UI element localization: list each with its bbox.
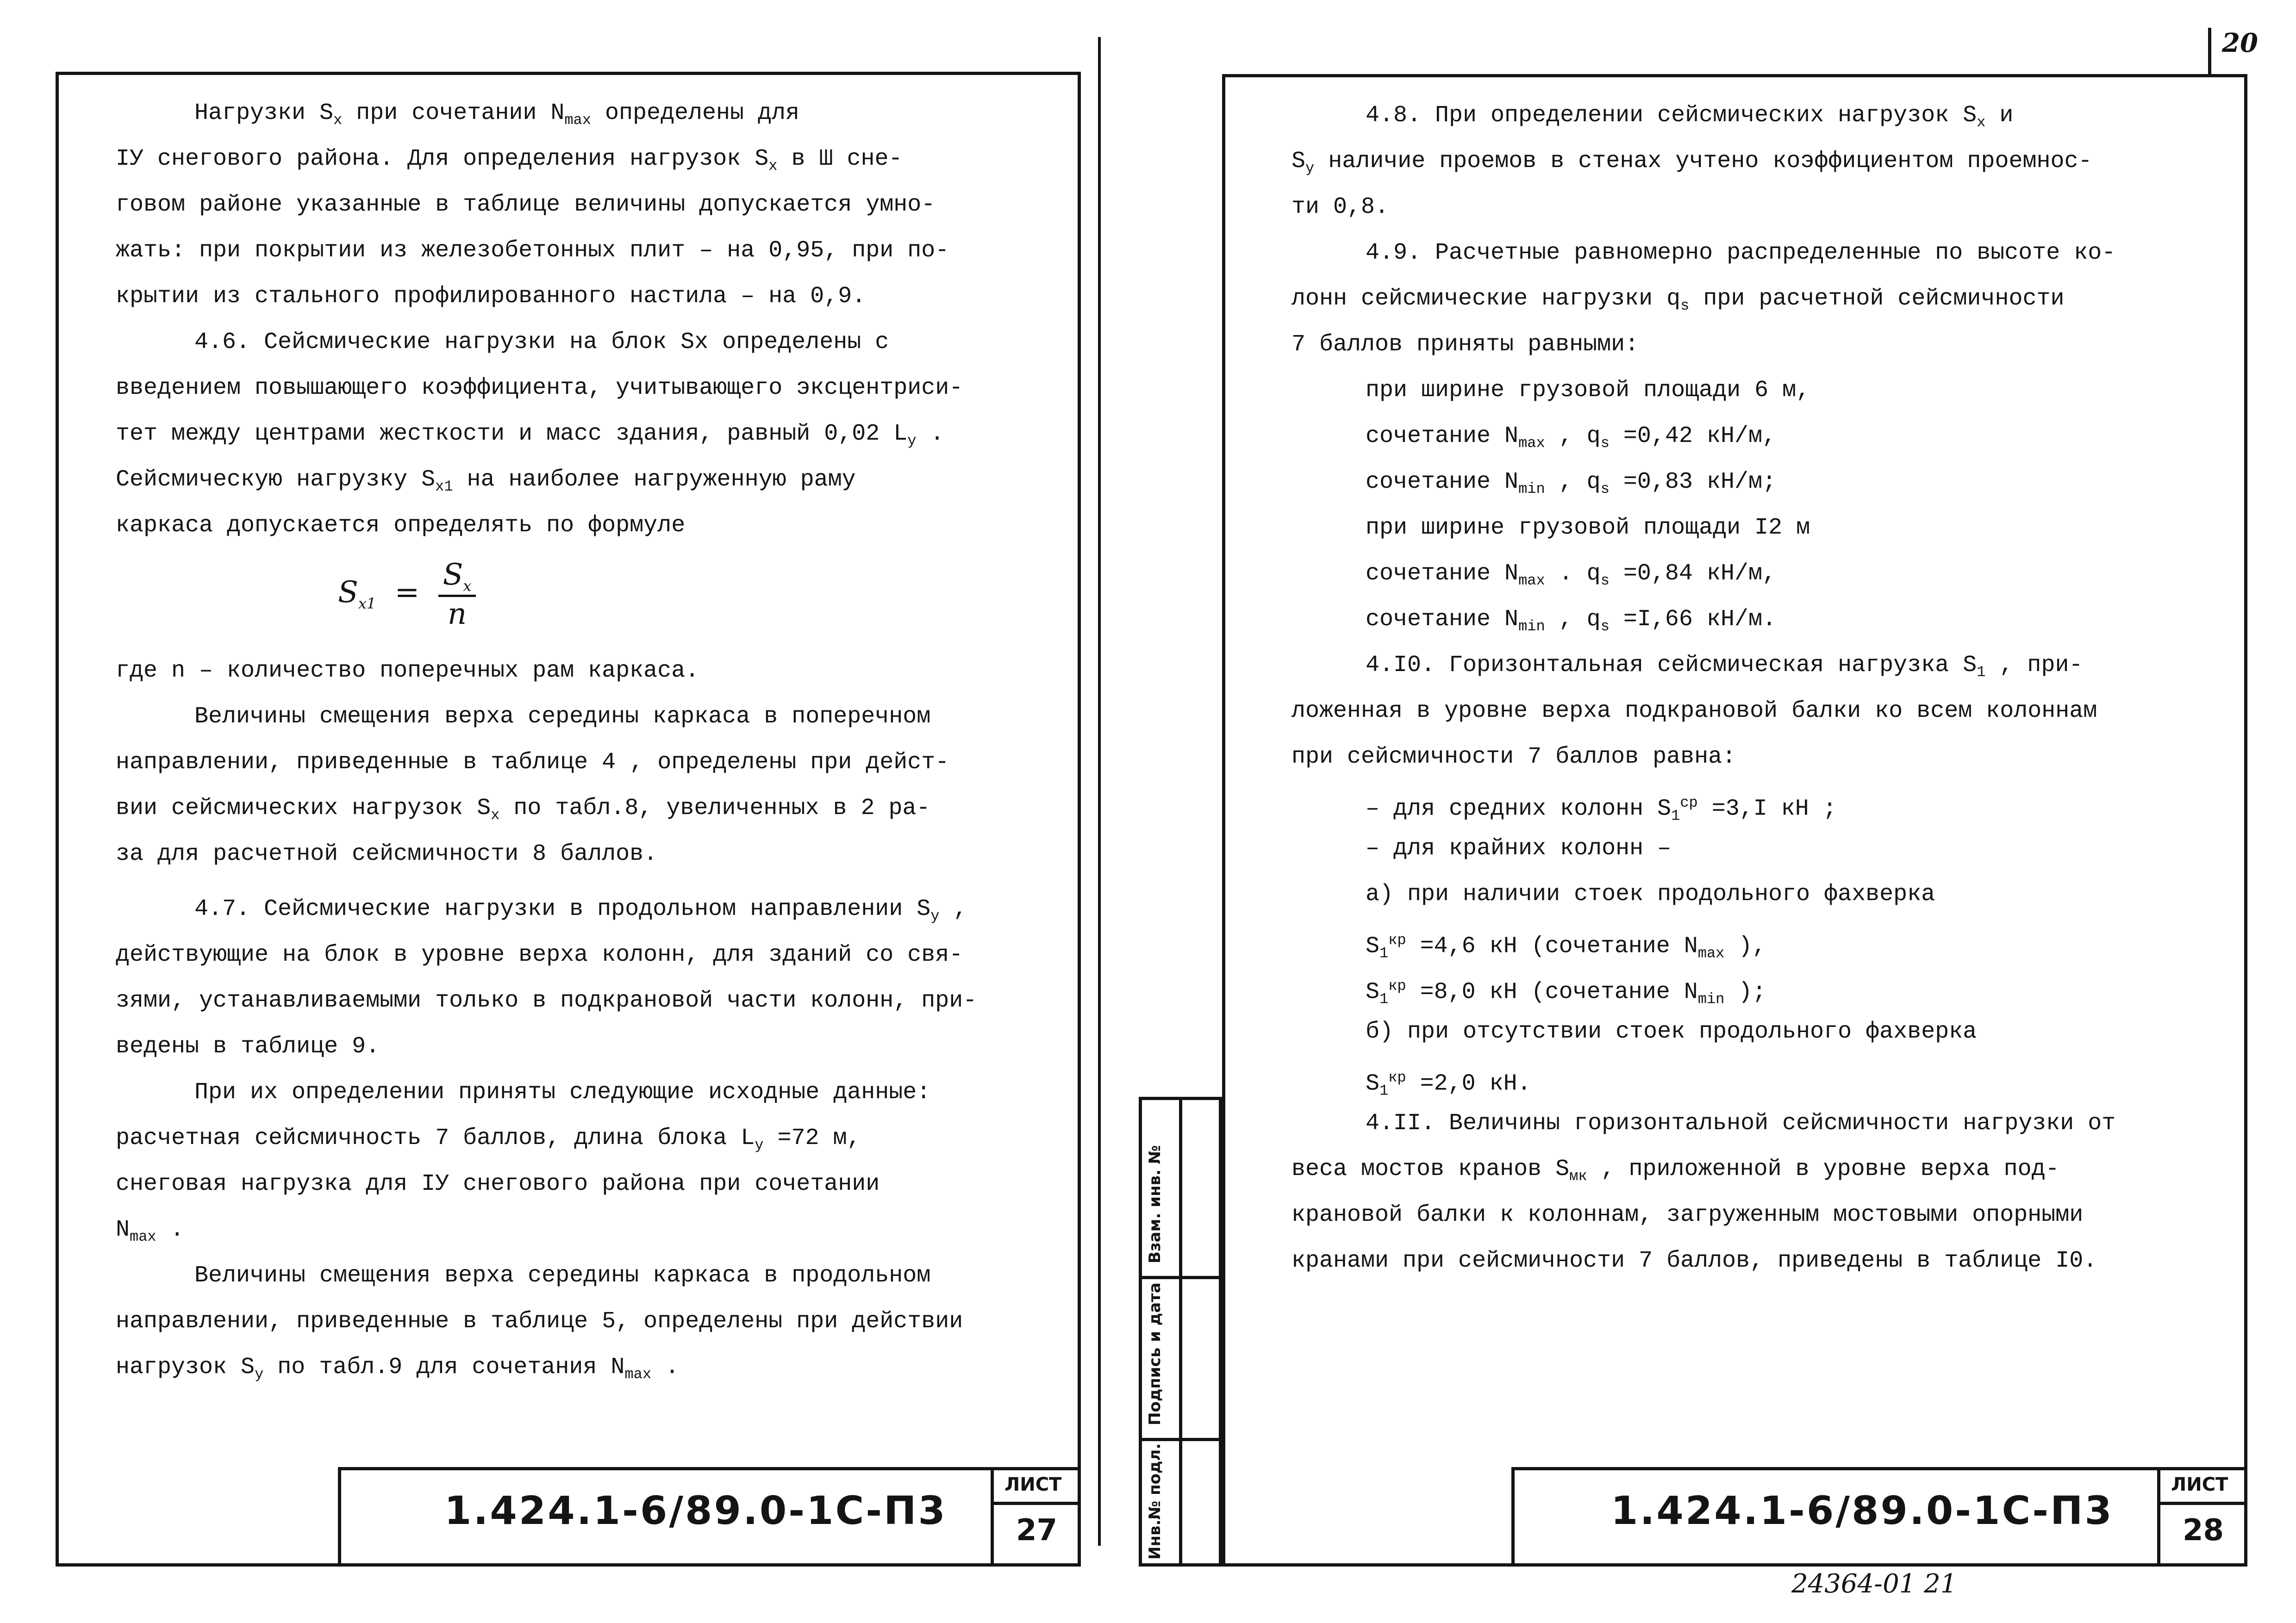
text-line: говом районе указанные в таблице величины допускается умно- bbox=[116, 192, 936, 218]
text-line: действующие на блок в уровне верха колонн, для зданий со свя- bbox=[116, 942, 963, 968]
left-sheet-label: ЛИСТ bbox=[1004, 1474, 1062, 1495]
text-line: Величины смещения верха середины каркаса в продольном bbox=[194, 1262, 931, 1289]
strip-label-inv: Инв.№ подл. bbox=[1146, 1443, 1164, 1560]
text-line: крановой балки к колоннам, загруженным мостовыми опорными bbox=[1292, 1202, 2084, 1228]
left-document-code: 1.424.1-6/89.0-1С-П3 bbox=[444, 1488, 947, 1533]
list-item: сочетание $N_{max}$ , $q_s =0,42$ кН/м, bbox=[1366, 423, 1776, 452]
formula-denominator: n bbox=[447, 597, 467, 631]
text-line: зями, устанавливаемыми только в подкрановой части колонн, при- bbox=[116, 988, 977, 1014]
list-item: при ширине грузовой площади I2 м bbox=[1366, 515, 1810, 541]
list-item: $S_1^{кр} =4,6$ кН (сочетание $N_{max}$ ), bbox=[1366, 932, 1766, 962]
text-line: веса мостов кранов $S_{мк}$ , приложенной в уровне верха под- bbox=[1292, 1156, 2059, 1185]
text-line: ти 0,8. bbox=[1292, 194, 1389, 220]
right-sheet-number: 28 bbox=[2183, 1513, 2224, 1548]
list-item: сочетание $N_{min}$ , $q_s =I,66$ кН/м. bbox=[1366, 606, 1776, 635]
text-line: снеговая нагрузка для IУ снегового района при сочетании bbox=[116, 1171, 880, 1197]
text-line: 7 баллов приняты равными: bbox=[1292, 331, 1639, 358]
list-item: при ширине грузовой площади 6 м, bbox=[1366, 377, 1810, 404]
section-4-9-heading: 4.9. Расчетные равномерно распределенные по высоте ко- bbox=[1366, 240, 2116, 266]
text-line: каркаса допускается определять по формуле bbox=[116, 512, 686, 539]
left-page-text bbox=[116, 90, 963, 548]
text-line: Сейсмическую нагрузку $S_{x1}$ на наиболее нагруженную раму bbox=[116, 466, 856, 495]
left-page-text-lower bbox=[116, 648, 977, 1390]
text-line: Величины смещения верха середины каркаса в поперечном bbox=[194, 703, 931, 730]
text-line: тет между центрами жесткости и масс здания, равный 0,02 $L_y$ . bbox=[116, 421, 944, 449]
corner-page-number: 20 bbox=[2222, 28, 2258, 58]
list-item: – для крайних колонн – bbox=[1366, 835, 1672, 862]
text-line: $S_y$ наличие проемов в стенах учтено коэффициентом проемнос- bbox=[1292, 148, 2092, 177]
text-line: при сейсмичности 7 баллов равна: bbox=[1292, 744, 1736, 770]
formula-eq: = bbox=[394, 575, 420, 609]
list-item: $S_1^{кр} =8,0$ кН (сочетание $N_{min}$ ); bbox=[1366, 977, 1766, 1008]
strip-inner-line bbox=[1179, 1100, 1182, 1563]
text-line: При их определении приняты следующие исходные данные: bbox=[194, 1079, 931, 1106]
text-line: IУ снегового района. Для определения нагрузок $S_x$ в Ш сне- bbox=[116, 146, 903, 174]
section-4-8-heading: 4.8. При определении сейсмических нагрузок $S_x$ и bbox=[1366, 102, 2014, 131]
formula-fraction bbox=[438, 558, 476, 631]
text-line: за для расчетной сейсмичности 8 баллов. bbox=[116, 841, 658, 867]
list-item: сочетание $N_{max}$ . $q_s =0,84$ кН/м, bbox=[1366, 560, 1776, 589]
strip-label-replace: Взам. инв. № bbox=[1146, 1145, 1164, 1263]
text-line: направлении, приведенные в таблице 4 , определены при дейст- bbox=[116, 749, 949, 776]
text-line: ведены в таблице 9. bbox=[116, 1033, 380, 1060]
left-sheet-divider bbox=[991, 1502, 1081, 1505]
section-4-7-heading: 4.7. Сейсмические нагрузки в продольном направлении $S_y$ , bbox=[194, 896, 967, 925]
text-line: вии сейсмических нагрузок $S_x$ по табл.8, увеличенных в 2 ра- bbox=[116, 795, 930, 824]
text-line: расчетная сейсмичность 7 баллов, длина блока $L_y =72$ м, bbox=[116, 1125, 861, 1154]
strip-label-signature: Подпись и дата bbox=[1146, 1282, 1164, 1425]
list-item: $S_1^{кр} =2,0$ кН. bbox=[1366, 1069, 1531, 1100]
text-line: лонн сейсмические нагрузки $q_s$ при расчетной сейсмичности bbox=[1292, 286, 2065, 314]
right-sheet-divider bbox=[2157, 1502, 2247, 1505]
right-sheet-label: ЛИСТ bbox=[2171, 1474, 2228, 1495]
section-4-6-heading: 4.6. Сейсмические нагрузки на блок Sx определены с bbox=[194, 329, 889, 355]
text-line: нагрузок $S_y$ по табл.9 для сочетания $N_{max}$ . bbox=[116, 1354, 680, 1383]
footer-archive-number: 24364-01 21 bbox=[1791, 1569, 1957, 1599]
text-line: ложенная в уровне верха подкрановой балки ко всем колоннам bbox=[1292, 698, 2097, 724]
text-line: крытии из стального профилированного настила – на 0,9. bbox=[116, 283, 866, 310]
text-line: жать: при покрытии из железобетонных плит – на 0,95, при по- bbox=[116, 237, 949, 264]
section-4-10-heading: 4.I0. Горизонтальная сейсмическая нагрузка $S_1$ , при- bbox=[1366, 652, 2083, 681]
section-4-11-heading: 4.II. Величины горизонтальной сейсмичности нагрузки от bbox=[1366, 1110, 2116, 1137]
right-page-text bbox=[1292, 93, 2115, 1284]
center-divider bbox=[1098, 37, 1101, 1546]
list-item: б) при отсутствии стоек продольного фахверка bbox=[1366, 1019, 1977, 1045]
formula-sx1 bbox=[338, 558, 476, 631]
text-line: введением повышающего коэффициента, учитывающего эксцентриси- bbox=[116, 375, 963, 401]
where-line: где n – количество поперечных рам каркаса. bbox=[116, 658, 699, 684]
right-document-code: 1.424.1-6/89.0-1С-П3 bbox=[1611, 1488, 2114, 1533]
formula-lhs: $S_{x1}$ bbox=[338, 575, 376, 612]
list-item: – для средних колонн $S_1^{ср} =3,I$ кН ; bbox=[1366, 794, 1837, 825]
list-item: а) при наличии стоек продольного фахверка bbox=[1366, 881, 1935, 908]
left-sheet-number: 27 bbox=[1016, 1513, 1058, 1548]
list-item: сочетание $N_{min}$ , $q_s =0,83$ кН/м; bbox=[1366, 469, 1776, 497]
text-line: $N_{max}$ . bbox=[116, 1217, 184, 1245]
corner-tab bbox=[2208, 28, 2211, 74]
text-line: Нагрузки $S_x$ при сочетании $N_{max}$ определены для bbox=[194, 100, 800, 129]
formula-numerator: $S_x$ bbox=[438, 558, 476, 597]
text-line: кранами при сейсмичности 7 баллов, приведены в таблице I0. bbox=[1292, 1248, 2097, 1274]
text-line: направлении, приведенные в таблице 5, определены при действии bbox=[116, 1308, 963, 1335]
